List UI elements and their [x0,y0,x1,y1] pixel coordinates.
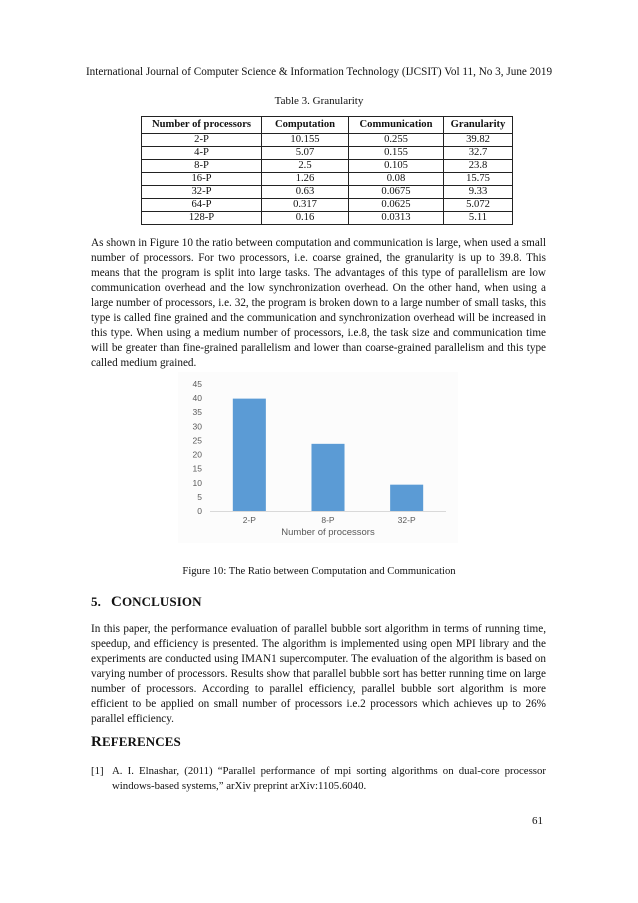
bar-2-P [233,399,266,511]
cell-processors: 4-P [142,147,262,160]
cell-computation: 0.317 [262,199,349,212]
cell-granularity: 39.82 [444,134,513,147]
y-tick-label: 15 [192,463,202,474]
figure-caption: Figure 10: The Ratio between Computation and Communication [182,566,456,577]
x-tick-label: 32-P [397,515,416,525]
journal-header: International Journal of Computer Science & Information Technology (IJCSIT) Vol 11, No 3, June 2019 [85,66,553,78]
conclusion-heading [91,594,202,611]
table-row [142,199,513,212]
cell-communication: 0.255 [349,134,444,147]
cell-computation: 1.26 [262,173,349,186]
reference-number: [1] [91,765,104,777]
cell-computation: 2.5 [262,160,349,173]
y-tick-label: 0 [197,506,202,516]
header-processors: Number of processors [142,117,262,134]
cell-processors: 8-P [142,160,262,173]
page-number: 61 [532,815,543,827]
section-number: 5. [91,594,101,609]
references-title-rest: EFERENCES [101,734,181,749]
granularity-table [141,116,513,225]
table-row [142,134,513,147]
cell-processors: 2-P [142,134,262,147]
y-tick-label: 25 [192,435,202,446]
y-tick-label: 45 [192,379,202,389]
y-tick-label: 40 [192,393,202,404]
x-tick-label: 2-P [242,515,256,525]
conclusion-paragraph: In this paper, the performance evaluation of parallel bubble sort algorithm in terms of running time, speedup, and efficiency is presented. The algorithm is implemented using open MPI library and the experiments are conducted using IMAN1 supercomputer. The evaluation of the algorithm is based on varying number of processors. Results show that parallel bubble sort has better running time on large number of processors. According to parallel efficiency, parallel bubble sort algorithm is more efficient to be applied on small number of processors i.e.2 processors which achieves up to 26% parallel efficiency. [91,623,546,725]
conclusion-title-rest: ONCLUSION [121,594,202,609]
cell-granularity: 5.072 [444,199,513,212]
x-axis-label: Number of processors [281,527,375,538]
y-tick-label: 5 [197,491,202,502]
cell-computation: 0.63 [262,186,349,199]
references-heading [91,734,181,751]
reference-item [91,764,546,794]
cell-granularity: 5.11 [444,212,513,225]
table-row [142,173,513,186]
cell-communication: 0.0675 [349,186,444,199]
y-tick-label: 35 [192,407,202,418]
cell-processors: 128-P [142,212,262,225]
cell-computation: 10.155 [262,134,349,147]
header-granularity: Granularity [444,117,513,134]
cell-communication: 0.08 [349,173,444,186]
bar-32-P [390,485,423,511]
cell-communication: 0.155 [349,147,444,160]
table-row [142,147,513,160]
header-computation: Computation [262,117,349,134]
conclusion-title-initial: C [111,594,122,610]
granularity-bar-chart [178,372,458,543]
cell-granularity: 23.8 [444,160,513,173]
y-tick-label: 30 [192,421,202,432]
cell-processors: 32-P [142,186,262,199]
cell-communication: 0.0625 [349,199,444,212]
cell-granularity: 15.75 [444,173,513,186]
bar-8-P [311,444,344,511]
cell-processors: 16-P [142,173,262,186]
cell-computation: 0.16 [262,212,349,225]
cell-granularity: 9.33 [444,186,513,199]
cell-computation: 5.07 [262,147,349,160]
x-tick-label: 8-P [321,515,335,525]
references-title-initial: R [91,734,102,750]
table-header-row [142,117,513,134]
table-row [142,186,513,199]
header-communication: Communication [349,117,444,134]
cell-granularity: 32.7 [444,147,513,160]
cell-communication: 0.105 [349,160,444,173]
chart-svg [178,372,458,543]
table-row [142,160,513,173]
results-paragraph: As shown in Figure 10 the ratio between computation and communication is large, when used a small number of processors. For two processors, i.e. coarse grained, the granularity is up to 39.8. This means that the program is split into large tasks. The advantages of this type of parallelism are low communication overhead and the low synchronization overhead. On the other hand, when using a large number of processors, i.e. 32, the program is broken down to a large number of small tasks, this type is called fine grained and the communication and synchronization overhead will be increased in this type. When using a medium number of processors, i.e.8, the task size and communication time will be greater than fine-grained parallelism and lower than coarse-grained parallelism and this type called medium grained. [91,237,546,369]
cell-communication: 0.0313 [349,212,444,225]
y-tick-label: 20 [192,449,202,460]
table-caption: Table 3. Granularity [274,95,364,107]
cell-processors: 64-P [142,199,262,212]
reference-text: A. I. Elnashar, (2011) “Parallel performance of mpi sorting algorithms on dual-core processor windows-based systems,” arXiv preprint arXiv:1105.6040. [112,765,546,792]
table-row [142,212,513,225]
y-tick-label: 10 [192,477,202,488]
